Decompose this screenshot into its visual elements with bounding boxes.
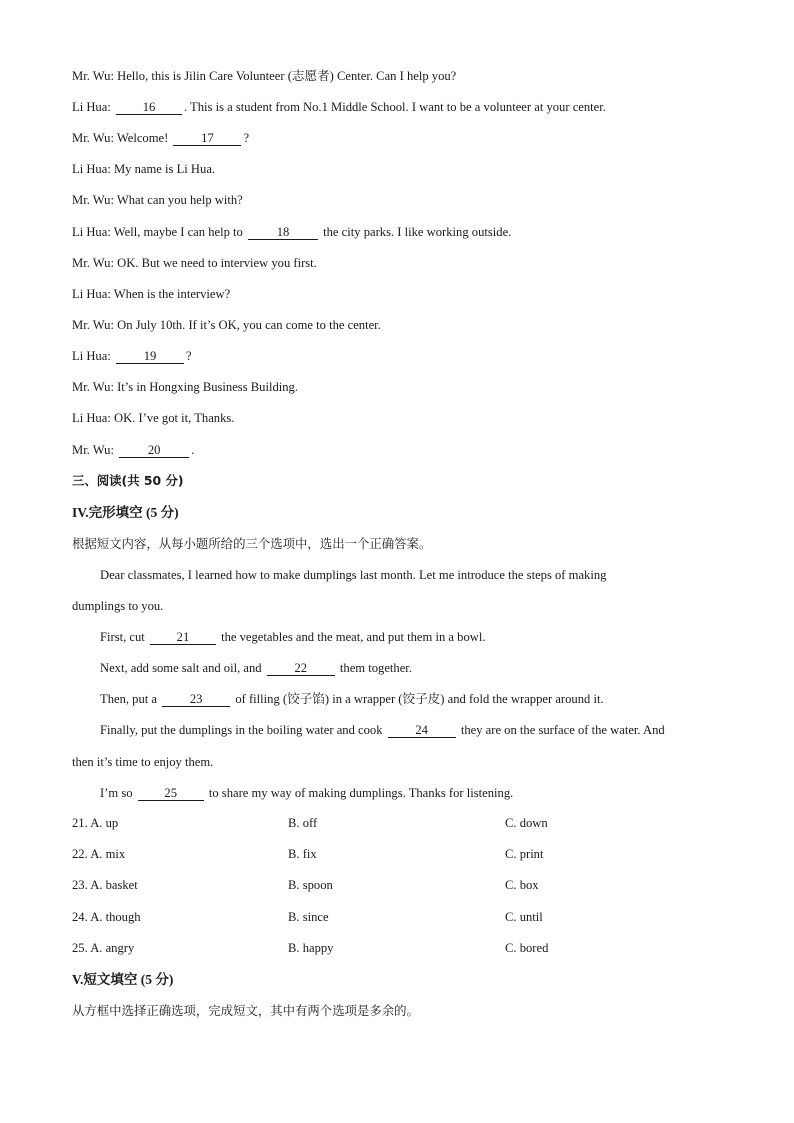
dialogue-text: My name is Li Hua. xyxy=(113,162,216,176)
part-5-heading: V.短文填空 (5 分) xyxy=(72,972,174,987)
passage-text: they are on the surface of the water. And xyxy=(460,723,665,737)
dialogue-line-4 xyxy=(72,161,215,177)
speaker: Li Hua: xyxy=(72,162,111,176)
dialogue-line-2 xyxy=(72,99,606,115)
option-a[interactable]: 24. A. though xyxy=(72,910,141,924)
passage-line-7: then it’s time to enjoy them. xyxy=(72,755,214,769)
part-4-heading: IV.完形填空 (5 分) xyxy=(72,505,179,520)
dialogue-line-5 xyxy=(72,192,243,208)
blank-25[interactable]: 25 xyxy=(138,786,204,801)
dialogue-text: Hello, this is Jilin Care Volunteer (志愿者) Center. Can I help you? xyxy=(117,69,457,83)
option-b[interactable]: B. off xyxy=(288,816,318,830)
blank-20[interactable]: 20 xyxy=(119,443,189,458)
speaker: Mr. Wu: xyxy=(72,256,114,270)
passage-text: I’m so xyxy=(100,786,133,800)
option-a[interactable]: 21. A. up xyxy=(72,816,119,830)
speaker: Li Hua: xyxy=(72,225,111,239)
option-b[interactable]: B. fix xyxy=(288,847,317,861)
passage-line-3 xyxy=(100,629,485,645)
passage-text: the vegetables and the meat, and put them in a bowl. xyxy=(221,630,486,644)
speaker: Mr. Wu: xyxy=(72,131,114,145)
passage-text: Next, add some salt and oil, and xyxy=(100,661,262,675)
speaker: Mr. Wu: xyxy=(72,380,114,394)
dialogue-text: ? xyxy=(185,349,192,363)
option-b[interactable]: B. spoon xyxy=(288,878,333,892)
option-c[interactable]: C. until xyxy=(505,910,543,924)
blank-19[interactable]: 19 xyxy=(116,349,184,364)
dialogue-line-13 xyxy=(72,442,194,458)
dialogue-text: Welcome! xyxy=(116,131,169,145)
passage-line-6 xyxy=(100,722,665,738)
dialogue-line-3 xyxy=(72,130,249,146)
speaker: Li Hua: xyxy=(72,100,111,114)
dialogue-text: OK. I’ve got it, Thanks. xyxy=(113,411,235,425)
section-3-heading: 三、阅读(共 50 分) xyxy=(72,473,184,488)
option-a[interactable]: 25. A. angry xyxy=(72,941,135,955)
passage-line-2: dumplings to you. xyxy=(72,599,164,613)
blank-18[interactable]: 18 xyxy=(248,225,318,240)
speaker: Li Hua: xyxy=(72,411,111,425)
dialogue-line-7 xyxy=(72,255,317,271)
passage-text: to share my way of making dumplings. Thanks for listening. xyxy=(208,786,514,800)
dialogue-text: It’s in Hongxing Business Building. xyxy=(117,380,298,394)
option-a[interactable]: 23. A. basket xyxy=(72,878,138,892)
blank-21[interactable]: 21 xyxy=(150,630,216,645)
dialogue-line-12 xyxy=(72,410,234,426)
option-a[interactable]: 22. A. mix xyxy=(72,847,126,861)
dialogue-text: On July 10th. If it’s OK, you can come to the center. xyxy=(117,318,381,332)
dialogue-text: . xyxy=(191,443,195,457)
passage-line-1: Dear classmates, I learned how to make dumplings last month. Let me introduce the steps of making xyxy=(100,568,607,582)
speaker: Mr. Wu: xyxy=(72,318,114,332)
speaker: Li Hua: xyxy=(72,287,111,301)
dialogue-text: ? xyxy=(243,131,250,145)
dialogue-text: Well, maybe I can help to xyxy=(113,225,243,239)
passage-text: them together. xyxy=(339,661,412,675)
passage-text: Finally, put the dumplings in the boiling water and cook xyxy=(100,723,383,737)
speaker: Mr. Wu: xyxy=(72,69,114,83)
option-b[interactable]: B. since xyxy=(288,910,329,924)
dialogue-line-8 xyxy=(72,286,230,302)
dialogue-line-11 xyxy=(72,379,298,395)
option-c[interactable]: C. box xyxy=(505,878,539,892)
dialogue-text: . This is a student from No.1 Middle School. I want to be a volunteer at your center. xyxy=(183,100,606,114)
passage-line-5 xyxy=(100,691,604,707)
blank-23[interactable]: 23 xyxy=(162,692,230,707)
option-b[interactable]: B. happy xyxy=(288,941,334,955)
speaker: Mr. Wu: xyxy=(72,193,114,207)
blank-24[interactable]: 24 xyxy=(388,723,456,738)
blank-22[interactable]: 22 xyxy=(267,661,335,676)
passage-text: Then, put a xyxy=(100,692,158,706)
part-4-instruction: 根据短文内容，从每小题所给的三个选项中，选出一个正确答案。 xyxy=(72,536,432,551)
passage-text: of filling (饺子馅) in a wrapper (饺子皮) and fold the wrapper around it. xyxy=(235,692,604,706)
dialogue-text: the city parks. I like working outside. xyxy=(323,225,512,239)
part-5-instruction: 从方框中选择正确选项，完成短文，其中有两个选项是多余的。 xyxy=(72,1003,419,1018)
passage-line-4 xyxy=(100,660,412,676)
dialogue-line-10 xyxy=(72,348,192,364)
dialogue-line-9 xyxy=(72,317,381,333)
dialogue-line-6 xyxy=(72,224,511,240)
passage-line-8 xyxy=(100,785,513,801)
option-c[interactable]: C. print xyxy=(505,847,544,861)
blank-17[interactable]: 17 xyxy=(173,131,241,146)
dialogue-text: When is the interview? xyxy=(113,287,231,301)
option-c[interactable]: C. bored xyxy=(505,941,549,955)
option-c[interactable]: C. down xyxy=(505,816,548,830)
blank-16[interactable]: 16 xyxy=(116,100,182,115)
passage-text: First, cut xyxy=(100,630,145,644)
dialogue-text: What can you help with? xyxy=(116,193,243,207)
dialogue-line-1 xyxy=(72,68,456,84)
speaker: Mr. Wu: xyxy=(72,443,114,457)
speaker: Li Hua: xyxy=(72,349,111,363)
dialogue-text: OK. But we need to interview you first. xyxy=(117,256,317,270)
